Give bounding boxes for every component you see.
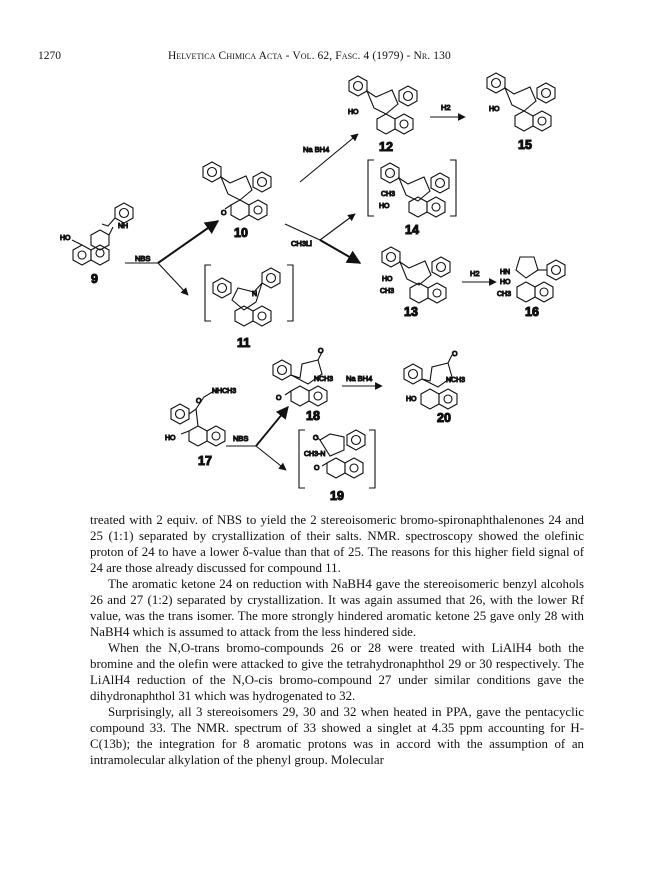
arrow-to-10 <box>158 221 218 263</box>
atom-ho-16: HO <box>500 279 511 286</box>
atom-hn-16: HN <box>500 269 511 276</box>
structure-14 <box>381 163 449 217</box>
label-10: 10 <box>234 226 248 240</box>
structure-10 <box>203 162 271 220</box>
atom-o-20: O <box>452 351 458 358</box>
structure-11 <box>213 268 280 326</box>
paragraph-4: Surprisingly, all 3 stereoisomers 29, 30 and 32 when heated in PPA, gave the pentacyclic compound 33. The NMR. spectrum of 33 showed a singlet at 4.35 ppm accounting for H-C(13b); the integration for 8 aromatic protons was in accord with the assumption of an intramolecular alkylation of the phenyl group. Molecular <box>90 705 584 767</box>
arrow-to-13 <box>320 240 360 263</box>
atom-ch3-13: CH3 <box>380 288 395 295</box>
atom-ho-17: HO <box>165 435 176 442</box>
body-text <box>90 512 584 768</box>
label-19: 19 <box>330 489 344 503</box>
atom-ch3-16: CH3 <box>497 291 512 298</box>
paragraph-2: The aromatic ketone 24 on reduction with NaBH4 gave the stereoisomeric benzyl alcohols 26 and 27 (1:2) separated by crystallization. It was again assumed that 26, with the lower Rf value, was the trans isomer. The more strongly hindered aromatic ketone 25 gave only 28 with NaBH4 which is assumed to attack from the less hindered side. <box>90 577 584 639</box>
paragraph-1: treated with 2 equiv. of NBS to yield the 2 stereoisomeric bromo-spironaphthalenones 24 and 25 (1:1) separated by crystallization of their salts. NMR. spectroscopy showed the olefinic proton of 24 to have a lower δ-value than that of 25. The reasons for this higher field signal of 24 are those already discussed for compound 11. <box>90 513 584 575</box>
atom-o-10: O <box>221 210 227 217</box>
atom-n-11: N <box>252 291 258 298</box>
atom-nh: NH <box>118 223 129 230</box>
atom-ch3n-19: CH3-N <box>304 451 326 458</box>
atom-ho-20: HO <box>406 396 417 403</box>
structure-12 <box>349 76 417 134</box>
atom-ho-14: HO <box>379 203 390 210</box>
label-17: 17 <box>198 454 212 468</box>
label-15: 15 <box>518 138 532 152</box>
label-12: 12 <box>379 140 393 154</box>
atom-ho-13: HO <box>382 276 393 283</box>
reaction-scheme <box>0 62 648 506</box>
label-18: 18 <box>306 409 320 423</box>
atom-ho-9: HO <box>60 235 71 242</box>
arrow-to-12 <box>300 134 358 182</box>
arrow-to-14 <box>320 214 355 240</box>
reagent-nabh4-top: Na BH4 <box>303 145 330 154</box>
atom-o-19b: O <box>314 465 320 472</box>
label-14: 14 <box>405 223 419 237</box>
label-13: 13 <box>404 305 418 319</box>
reagent-nbs-bottom: NBS <box>233 434 249 443</box>
structure-16 <box>516 257 565 302</box>
atom-ho-15: HO <box>489 106 500 113</box>
label-20: 20 <box>437 411 451 425</box>
atom-nch3-18: NCH3 <box>314 376 334 383</box>
page-number: 1270 <box>38 50 61 62</box>
label-16: 16 <box>525 305 539 319</box>
running-head: Helvetica Chimica Acta - Vol. 62, Fasc. 4 (1979) - Nr. 130 <box>168 50 451 62</box>
structure-15 <box>487 73 555 131</box>
reagent-h2-top: H2 <box>441 103 451 112</box>
atom-nhch3-17: NHCH3 <box>212 388 237 395</box>
label-11: 11 <box>237 336 251 350</box>
atom-nch3-20: NCH3 <box>446 377 466 384</box>
structure-9 <box>72 203 133 265</box>
atom-o-18b: O <box>276 395 282 402</box>
atom-o-18a: O <box>318 348 324 355</box>
atom-o-17: O <box>196 398 202 405</box>
reagent-ch3li: CH3Li <box>291 239 312 248</box>
label-9: 9 <box>91 272 98 286</box>
line-ch3li <box>285 224 320 240</box>
arrow-to-18 <box>256 407 288 446</box>
paragraph-3: When the N,O-trans bromo-compounds 26 or 28 were treated with LiAlH4 both the bromine and the olefin were attacked to give the tetrahydronaphthol 29 or 30 respectively. The LiAlH4 reduction of the N,O-cis bromo-compound 27 under similar conditions gave the dihydronaphthol 31 which was hydrogenated to 32. <box>90 641 584 703</box>
arrow-to-19 <box>256 446 286 470</box>
reagent-nabh4-bottom: Na BH4 <box>346 374 373 383</box>
arrow-to-11 <box>158 263 188 295</box>
reagent-nbs-top: NBS <box>135 254 151 263</box>
atom-ho-12: HO <box>348 109 359 116</box>
reagent-h2-mid: H2 <box>470 269 480 278</box>
atom-ch3-14: CH3 <box>381 191 396 198</box>
atom-o-19a: O <box>313 435 319 442</box>
